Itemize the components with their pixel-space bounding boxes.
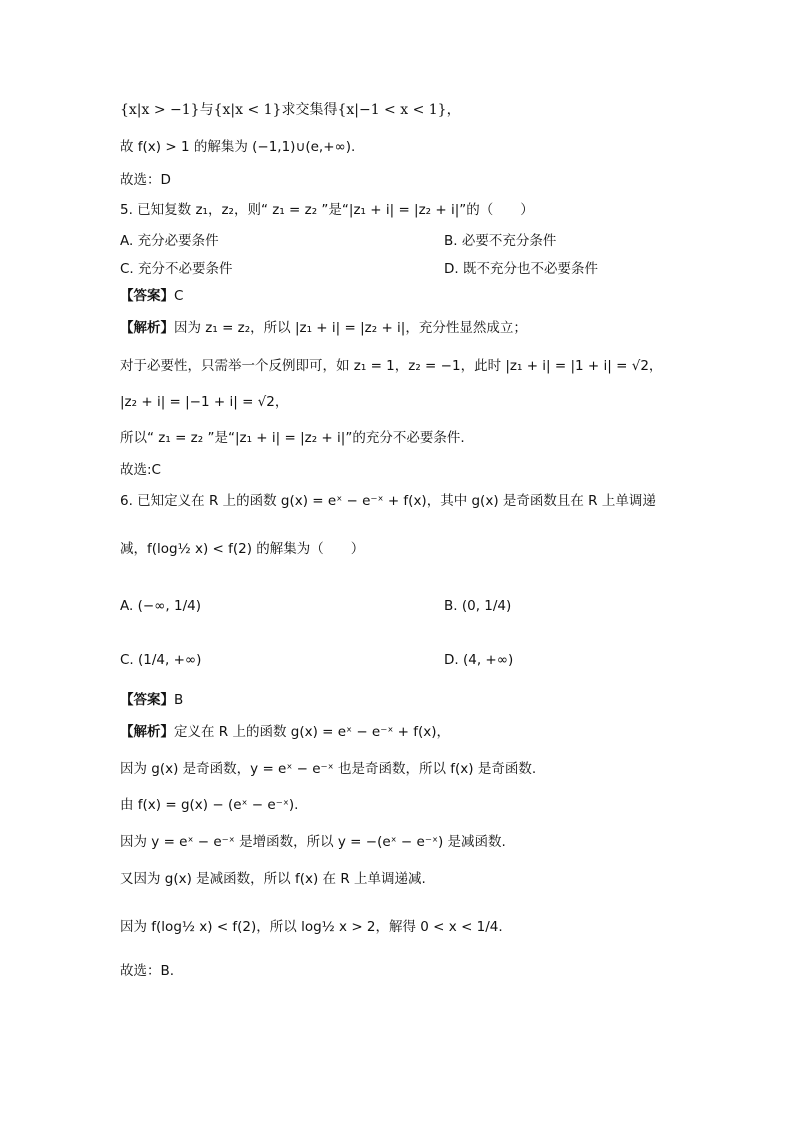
- text-line: 由 f(x) = g(x) − (eˣ − e⁻ˣ).: [120, 797, 299, 813]
- answer-value: C: [174, 288, 184, 304]
- question-6: 6. 已知定义在 R 上的函数 g(x) = eˣ − e⁻ˣ + f(x)，其中 g(x) 是奇函数且在 R 上单调递: [120, 493, 656, 509]
- text-line: 又因为 g(x) 是减函数，所以 f(x) 在 R 上单调递减.: [120, 871, 426, 887]
- analysis-tag: 【解析】: [120, 320, 174, 336]
- option-c: C. (1/4, +∞): [120, 652, 202, 668]
- option-d: D. 既不充分也不必要条件: [444, 261, 598, 277]
- option-c: C. 充分不必要条件: [120, 261, 233, 277]
- analysis-tag: 【解析】: [120, 724, 174, 740]
- text-line: 对于必要性，只需举一个反例即可，如 z₁ = 1，z₂ = −1，此时 |z₁ + i| = |1 + i| = √2，: [120, 358, 663, 374]
- answer-value: B: [174, 692, 184, 708]
- text-line: {x|x > −1}与{x|x < 1}求交集得{x|−1 < x < 1}，: [120, 102, 461, 118]
- text-line: 故选:C: [120, 462, 161, 478]
- answer-tag: 【答案】: [120, 288, 174, 304]
- answer-line: [120, 690, 183, 710]
- question-5: 5. 已知复数 z₁，z₂，则“ z₁ = z₂ ”是“|z₁ + i| = |z₂ + i|”的（ ）: [120, 202, 534, 218]
- analysis-text: 定义在 R 上的函数 g(x) = eˣ − e⁻ˣ + f(x)，: [174, 724, 451, 740]
- text-line: 故选：B.: [120, 963, 175, 979]
- option-a: A. (−∞, 1/4): [120, 598, 201, 614]
- text-line: 所以“ z₁ = z₂ ”是“|z₁ + i| = |z₂ + i|”的充分不必要条件.: [120, 430, 465, 446]
- question-6-cont: 减，f(log½ x) < f(2) 的解集为（ ）: [120, 541, 365, 557]
- option-b: B. 必要不充分条件: [444, 233, 557, 249]
- option-b: B. (0, 1/4): [444, 598, 512, 614]
- answer-tag: 【答案】: [120, 692, 174, 708]
- text-line: 因为 y = eˣ − e⁻ˣ 是增函数，所以 y = −(eˣ − e⁻ˣ) 是减函数.: [120, 834, 506, 850]
- text-line: 故 f(x) > 1 的解集为 (−1,1)∪(e,+∞).: [120, 139, 356, 155]
- option-a: A. 充分必要条件: [120, 233, 219, 249]
- analysis-line: [120, 318, 527, 338]
- text-line: 因为 f(log½ x) < f(2)，所以 log½ x > 2，解得 0 < x < 1/4.: [120, 919, 503, 935]
- text-line: 故选：D: [120, 172, 171, 188]
- answer-line: [120, 286, 183, 306]
- text-line: 因为 g(x) 是奇函数，y = eˣ − e⁻ˣ 也是奇函数，所以 f(x) 是奇函数.: [120, 761, 537, 777]
- text-line: |z₂ + i| = |−1 + i| = √2，: [120, 394, 289, 410]
- option-d: D. (4, +∞): [444, 652, 514, 668]
- analysis-text: 因为 z₁ = z₂，所以 |z₁ + i| = |z₂ + i|，充分性显然成立；: [174, 320, 527, 336]
- analysis-line: [120, 722, 450, 742]
